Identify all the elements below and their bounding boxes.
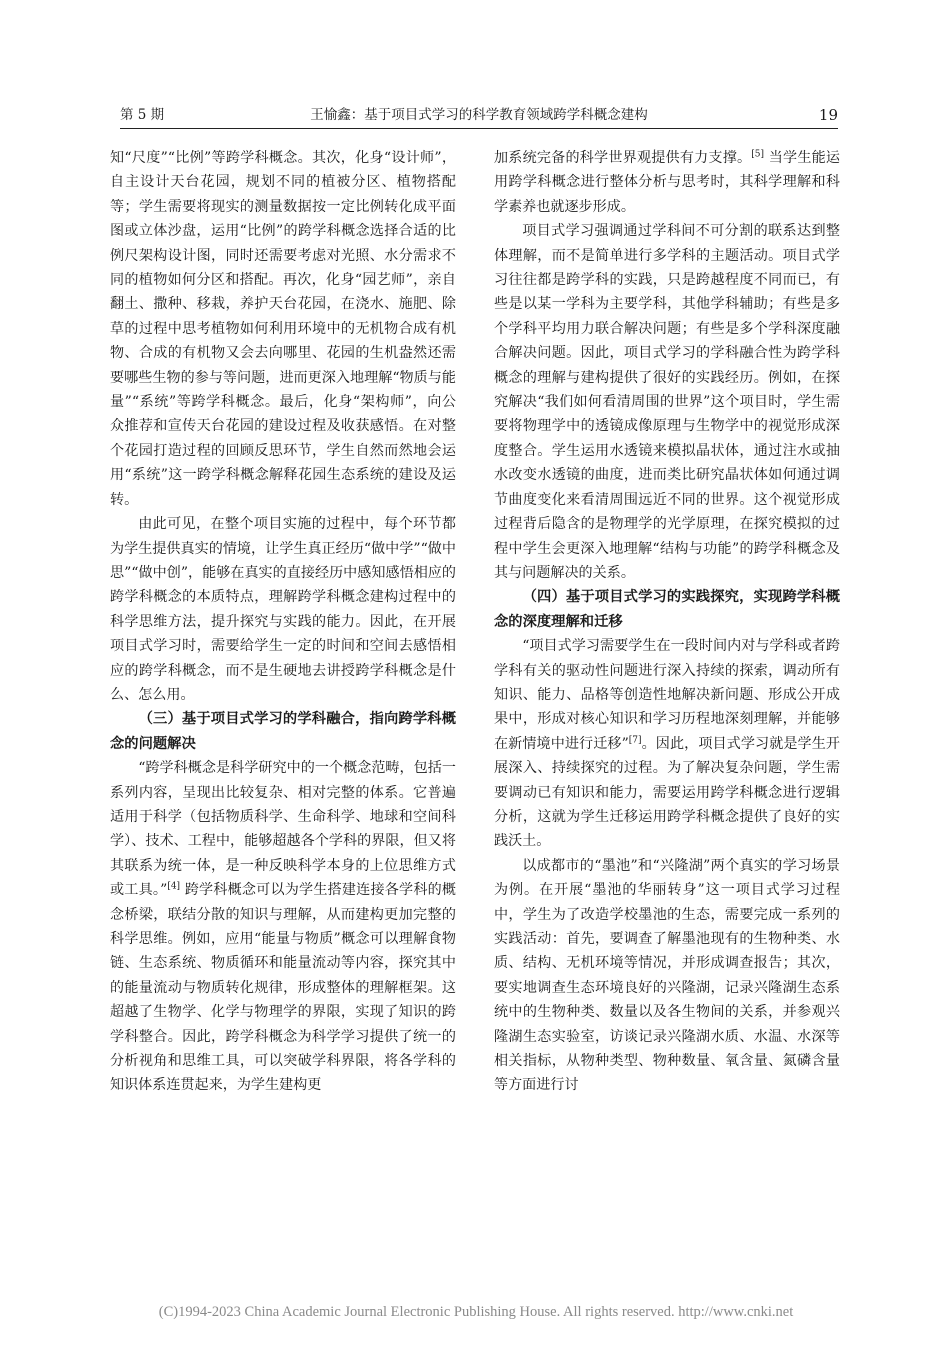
quote-text: “跨学科概念是科学研究中的一个概念范畴，包括一系列内容，呈现出比较复杂、相对完整的体系。它普遍适用于科学（包括物质科学、生命科学、地球和空间科学）、技术、工程中，能够超越各个学科的界限，但又将其联系为统一体，是一种反映科学本身的上位思维方式或工具。”: [110, 760, 456, 899]
running-header: [120, 104, 838, 129]
left-column: [110, 146, 456, 1098]
paragraph-text: 跨学科概念可以为学生搭建连接各学科的概念桥梁，联结分散的知识与理解，从而建构更加完整的科学思维。例如，应用“能量与物质”概念可以理解食物链、生态系统、物质循环和能量流动等内容，探究其中的能量流动与物质转化规律，形成整体的理解框架。这超越了生物学、化学与物理学的界限，实现了知识的跨学科整合。因此，跨学科概念为科学学习提供了统一的分析视角和思维工具，可以突破学科界限，将各学科的知识体系连贯起来，为学生建构更: [110, 882, 457, 1094]
paragraph: 以成都市的“墨池”和“兴隆湖”两个真实的学习场景为例。在开展“墨池的华丽转身”这一项目式学习过程中，学生为了改造学校墨池的生态，需要完成一系列的实践活动：首先，要调查了解墨池现有的生物种类、水质、结构、无机环境等情况，并形成调查报告；其次，要实地调查生态环境良好的兴隆湖，记录兴隆湖生态系统中的生物种类、数量以及各生物间的关系，并参观兴隆湖生态实验室，访谈记录兴隆湖水质、水温、水深等相关指标，从物种类型、物种数量、氧含量、氮磷含量等方面进行讨: [494, 857, 840, 1094]
paragraph: 知“尺度”“比例”等跨学科概念。其次，化身“设计师”，自主设计天台花园，规划不同的植被分区、植物搭配等；学生需要将现实的测量数据按一定比例转化成平面图或立体沙盘，运用“比例”的跨学科概念选择合适的比例尺架构设计图，同时还需要考虑对光照、水分需求不同的植物如何分区和搭配。再次，化身“园艺师”，亲自翻土、撒种、移栽，养护天台花园，在浇水、施肥、除草的过程中思考植物如何利用环境中的无机物合成有机物、合成的有机物又会去向哪里、花园的生机盎然还需要哪些生物的参与等问题，进而更深入地理解“物质与能量”“系统”等跨学科概念。最后，化身“架构师”，向公众推荐和宣传天台花园的建设过程及收获感悟。在对整个花园打造过程的回顾反思环节，学生自然而然地会运用“系统”这一跨学科概念解释花园生态系统的建设及运转。: [110, 150, 456, 508]
issue-number: 第 5 期: [120, 107, 165, 123]
section-heading: （四）基于项目式学习的实践探究，实现跨学科概念的深度理解和迁移: [494, 589, 840, 630]
paragraph: 由此可见，在整个项目实施的过程中，每个环节都为学生提供真实的情境，让学生真正经历“做中学”“做中思”“做中创”，能够在真实的直接经历中感知感悟相应的跨学科概念的本质特点，理解跨学科概念建构过程中的科学思维方法，提升探究与实践的能力。因此，在开展项目式学习时，需要给学生一定的时间和空间去感悟相应的跨学科概念，而不是生硬地去讲授跨学科概念是什么、怎么用。: [110, 516, 456, 703]
citation-ref[interactable]: [4]: [167, 881, 181, 892]
paragraph: 项目式学习强调通过学科间不可分割的联系达到整体理解，而不是简单进行多学科的主题活动。项目式学习往往都是跨学科的实践，只是跨越程度不同而已，有些是以某一学科为主要学科，其他学科辅助；有些是多个学科平均用力联合解决问题；有些是多个学科深度融合解决问题。因此，项目式学习的学科融合性为跨学科概念的理解与建构提供了很好的实践经历。例如，在探究解决“我们如何看清周围的世界”这个项目时，学生需要将物理学中的透镜成像原理与生物学中的视觉形成深度整合。学生运用水透镜来模拟晶状体，通过注水或抽水改变水透镜的曲度，进而类比研究晶状体如何通过调节曲度变化来看清周围远近不同的世界。这个视觉形成过程背后隐含的是物理学的光学原理，在探究模拟的过程中学生会更深入地理解“结构与功能”的跨学科概念及其与问题解决的关系。: [494, 223, 840, 581]
citation-ref[interactable]: [5]: [751, 149, 765, 160]
paragraph-text: 。因此，项目式学习就是学生开展深入、持续探究的过程。为了解决复杂问题，学生需要调动已有知识和能力，需要运用跨学科概念进行逻辑分析，这就为学生迁移运用跨学科概念提供了良好的实践沃土。: [494, 735, 840, 850]
page-number: 19: [818, 106, 838, 124]
paragraph: [494, 146, 840, 219]
running-title: 王愉鑫：基于项目式学习的科学教育领域跨学科概念建构: [310, 107, 648, 123]
copyright-footer: (C)1994-2023 China Academic Journal Electronic Publishing House. All rights reserved. http://www.cnki.net: [158, 1304, 794, 1320]
paragraph: [110, 756, 456, 1098]
right-column: [494, 146, 840, 1098]
paragraph-text: 加系统完备的科学世界观提供有力支撑。: [494, 150, 752, 166]
section-heading: （三）基于项目式学习的学科融合，指向跨学科概念的问题解决: [110, 711, 456, 752]
paragraph-text: 当学生能运用跨学科概念进行整体分析与思考时，其科学理解和科学素养也就逐步形成。: [494, 150, 840, 215]
quote-text: “项目式学习需要学生在一段时间内对与学科或者跨学科有关的驱动性问题进行深入持续的探索，调动所有知识、能力、品格等创造性地解决新问题、形成公开成果中，形成对核心知识和学习历程地深刻理解，并能够在新情境中进行迁移”: [494, 638, 840, 752]
citation-ref[interactable]: [7]: [628, 735, 642, 746]
paragraph: [494, 634, 840, 854]
